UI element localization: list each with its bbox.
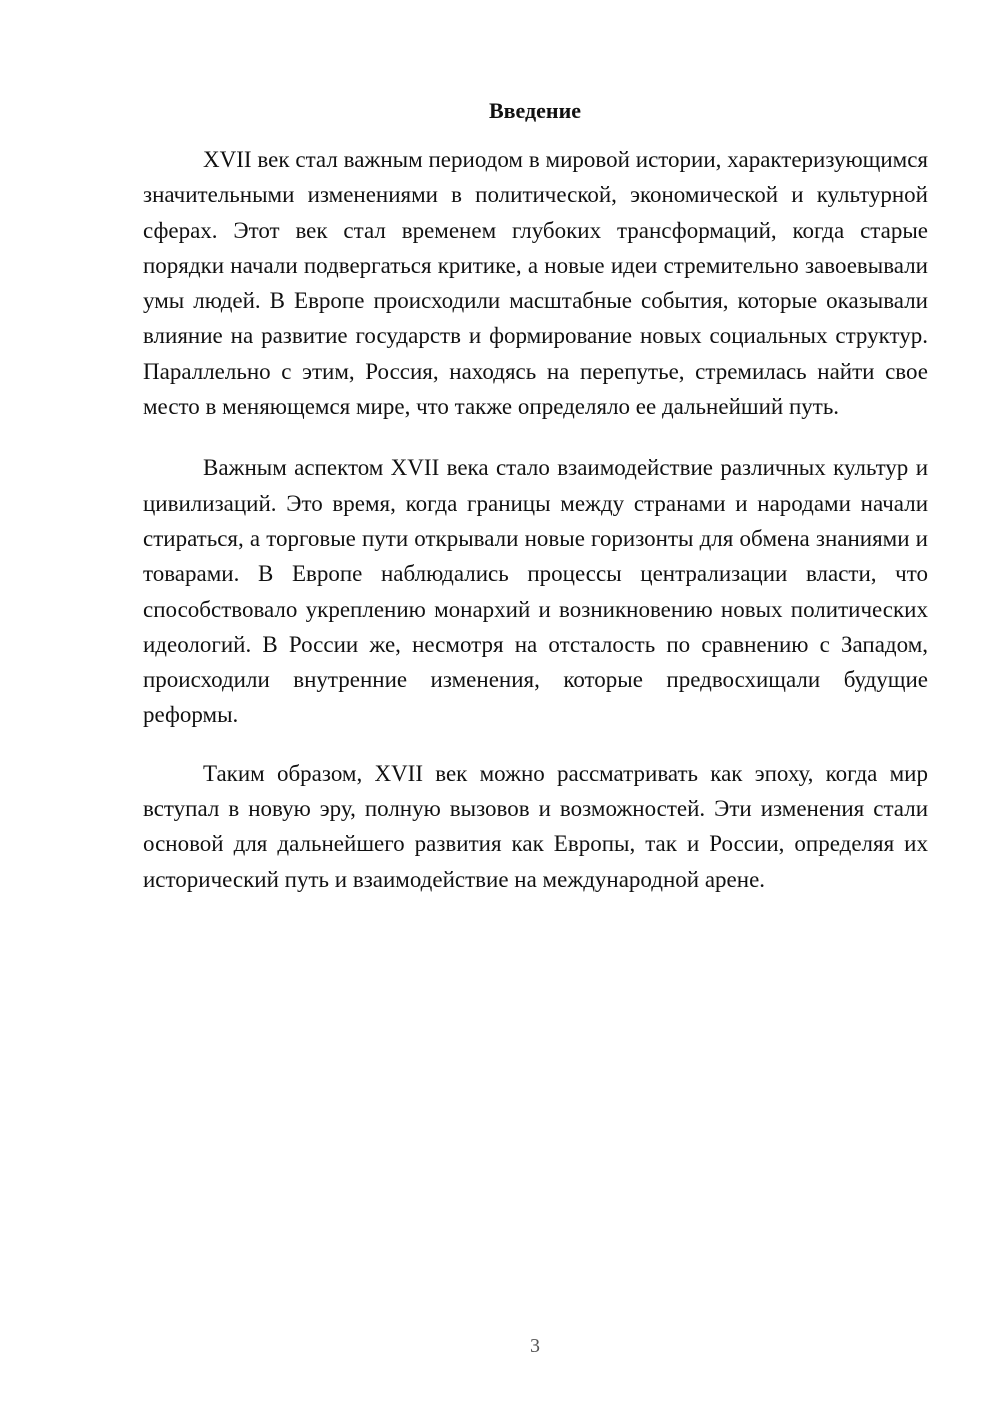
- page-title: Введение: [488, 98, 582, 123]
- document-body: [143, 142, 928, 920]
- paragraph-1: XVII век стал важным периодом в мировой истории, характеризующимся значительными изменениями в политической, экономической и культурной сферах. Этот век стал временем глубоких трансформаций, когда старые порядки начали подвергаться критике, а новые идеи стремительно завоевывали умы людей. В Европе происходили масштабные события, которые оказывали влияние на развитие государств и формирование новых социальных структур. Параллельно с этим, Россия, находясь на перепутье, стремилась найти свое место в меняющемся мире, что также определяло ее дальнейший путь.: [143, 147, 928, 420]
- paragraph-2: Важным аспектом XVII века стало взаимодействие различных культур и цивилизаций. Это время, когда границы между странами и народами начали стираться, а торговые пути открывали новые горизонты для обмена знаниями и товарами. В Европе наблюдались процессы централизации власти, что способствовало укреплению монархий и возникновению новых политических идеологий. В России же, несмотря на отсталость по сравнению с Западом, происходили внутренние изменения, которые предвосхищали будущие реформы.: [143, 455, 928, 728]
- page-number: 3: [530, 1335, 540, 1357]
- paragraph-3: Таким образом, XVII век можно рассматривать как эпоху, когда мир вступал в новую эру, полную вызовов и возможностей. Эти изменения стали основой для дальнейшего развития как Европы, так и России, определяя их исторический путь и взаимодействие на международной арене.: [143, 760, 928, 892]
